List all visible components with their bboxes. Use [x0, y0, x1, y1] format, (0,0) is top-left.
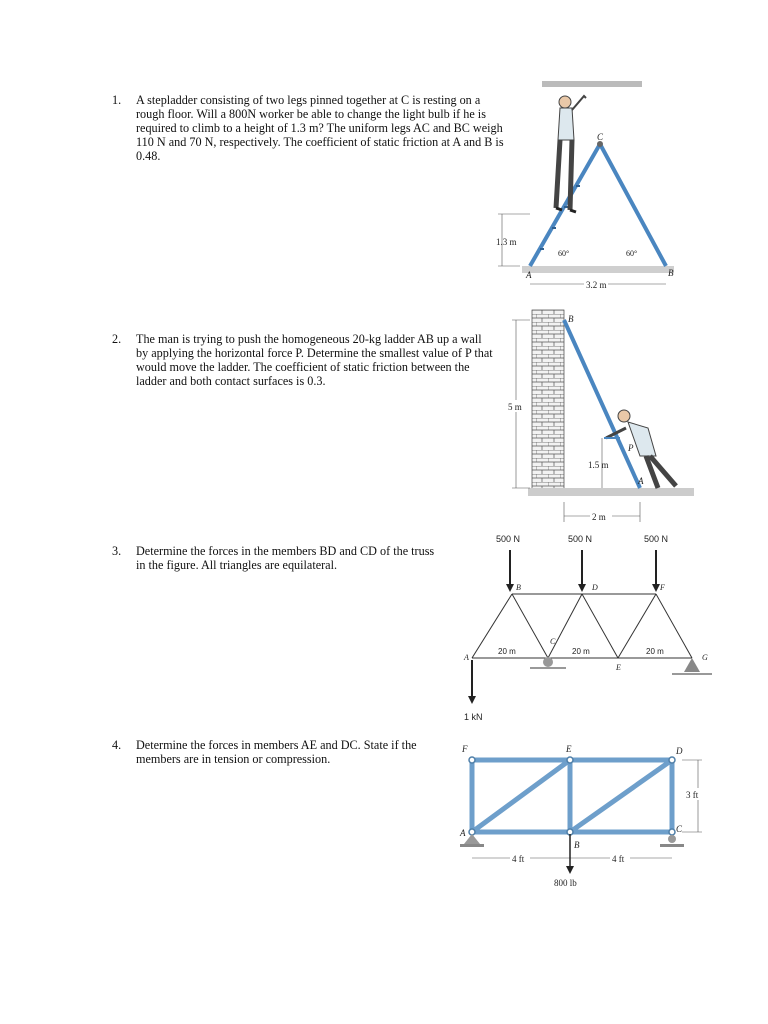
support-c — [660, 835, 684, 847]
figure-ladder-wall — [500, 306, 700, 528]
problem-text: Determine the forces in members AE and DC. State if the members are in tension or compression. — [136, 738, 417, 766]
figure-truss-rectangular — [454, 740, 714, 900]
node-b-label: B — [574, 840, 580, 850]
node-e-label: E — [566, 744, 572, 754]
node-f-label: F — [462, 744, 468, 754]
point-b-label: B — [668, 268, 674, 278]
load-arrows — [510, 550, 656, 586]
span-1-label: 20 m — [498, 647, 516, 656]
force-p-label: P — [628, 443, 634, 453]
span-2-label: 4 ft — [612, 854, 625, 864]
brick-wall — [532, 310, 564, 490]
problem-text: Determine the forces in the members BD and CD of the truss in the figure. All triangles are equilateral. — [136, 544, 435, 572]
floor — [522, 266, 674, 273]
load-a-label: 1 kN — [464, 712, 483, 722]
node-e-label: E — [616, 663, 621, 672]
node-d-label: D — [676, 746, 683, 756]
node-g-label: G — [702, 653, 708, 662]
node-d-label: D — [592, 583, 598, 592]
node-c-label: C — [550, 637, 556, 646]
span-2-label: 20 m — [572, 647, 590, 656]
figure-truss-equilateral — [452, 528, 722, 728]
node-f-label: F — [660, 583, 665, 592]
point-b-label: B — [568, 314, 574, 324]
span-1-label: 4 ft — [512, 854, 525, 864]
load-label: 800 lb — [554, 878, 577, 888]
load-d-label: 500 N — [568, 534, 593, 544]
worker-figure — [556, 96, 586, 212]
span-3-label: 20 m — [646, 647, 664, 656]
leg-ac — [530, 144, 600, 266]
support-c — [530, 657, 566, 668]
point-a-label: A — [638, 476, 644, 486]
problem-number: 3. — [112, 544, 122, 558]
height-label: 3 ft — [686, 790, 699, 800]
height-label: 5 m — [508, 402, 522, 412]
problem-number: 2. — [112, 332, 122, 346]
base-label: 2 m — [592, 512, 606, 522]
problem-text: A stepladder consisting of two legs pinned together at C is resting on a rough floor. Will a 800N worker be able to change the light bulb if he is required to climb to a height of 1.3 m? The uniform legs AC and BC weigh 110 N and 70 N, respectively. The coefficient of static friction at A and B is 0.48. — [136, 93, 504, 163]
node-a-label: A — [464, 653, 469, 662]
node-c-label: C — [676, 824, 683, 834]
leg-bc — [600, 144, 666, 266]
figure-stepladder — [490, 78, 690, 294]
push-height-label: 1.5 m — [588, 460, 609, 470]
load-b-label: 500 N — [496, 534, 521, 544]
span-label: 3.2 m — [586, 280, 607, 290]
floor — [528, 488, 694, 496]
height-label: 1.3 m — [496, 237, 517, 247]
angle-left-label: 60° — [558, 249, 570, 258]
point-c-label: C — [597, 132, 604, 142]
problem-text: The man is trying to push the homogeneous 20-kg ladder AB up a wall by applying the horizontal force P. Determine the smallest value of P that would move the ladder. The coefficient of static friction between the ladder and both contact surfaces is 0.3. — [136, 332, 493, 388]
problem-number: 1. — [112, 93, 122, 107]
load-f-label: 500 N — [644, 534, 669, 544]
point-a-label: A — [526, 270, 532, 280]
problem-number: 4. — [112, 738, 122, 752]
node-a-label: A — [460, 828, 466, 838]
angle-right-label: 60° — [626, 249, 638, 258]
truss-members — [472, 760, 672, 832]
node-b-label: B — [516, 583, 521, 592]
ceiling — [542, 81, 642, 87]
